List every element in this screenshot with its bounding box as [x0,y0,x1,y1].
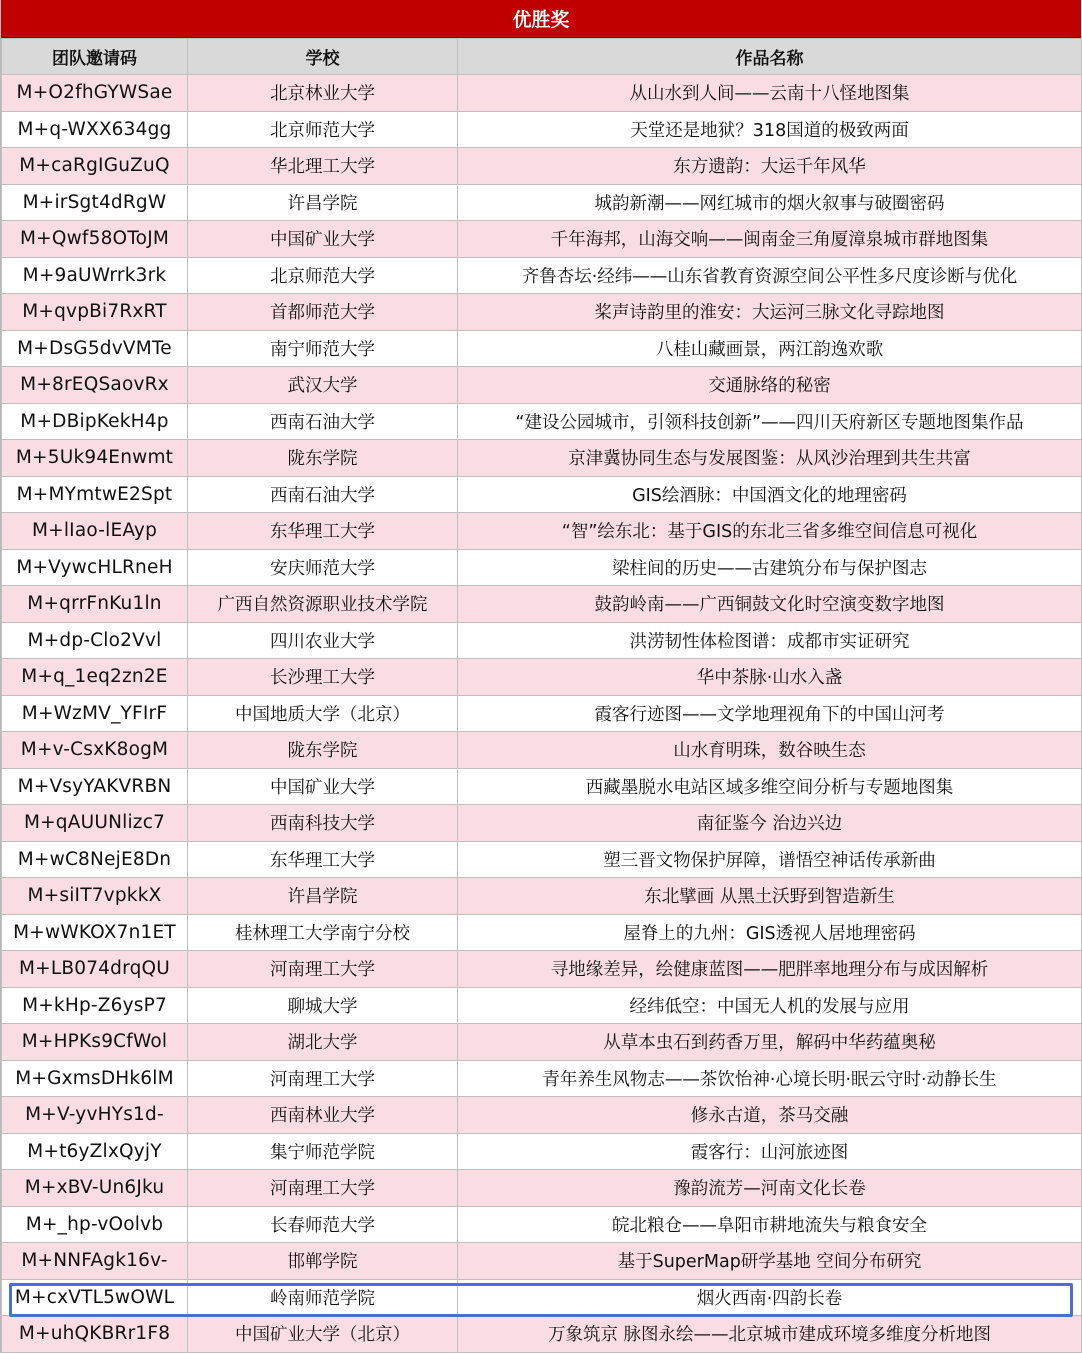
team-code-cell[interactable]: M+kHp-Z6ysP7 [2,987,188,1024]
school-cell[interactable]: 河南理工大学 [188,951,458,988]
header-team-code[interactable]: 团队邀请码 [2,39,188,75]
table-row [2,1206,1082,1243]
school-cell[interactable]: 西南科技大学 [188,805,458,842]
work-title-cell[interactable]: 千年海邦，山海交响——闽南金三角厦漳泉城市群地图集 [458,221,1082,258]
header-work-title[interactable]: 作品名称 [458,39,1082,75]
table-header [2,39,1082,75]
work-title-cell[interactable]: 寻地缘差异，绘健康蓝图——肥胖率地理分布与成因解析 [458,951,1082,988]
team-code-cell[interactable]: M+5Uk94Enwmt [2,440,188,477]
team-code-cell[interactable]: M+WzMV_YFIrF [2,695,188,732]
work-title-cell[interactable]: 基于SuperMap研学基地 空间分布研究 [458,1243,1082,1280]
school-cell[interactable]: 华北理工大学 [188,148,458,185]
school-cell[interactable]: 中国矿业大学 [188,768,458,805]
school-cell[interactable]: 北京师范大学 [188,257,458,294]
school-cell[interactable]: 河南理工大学 [188,1060,458,1097]
table-row [2,294,1082,331]
table-row [2,805,1082,842]
school-cell[interactable]: 桂林理工大学南宁分校 [188,914,458,951]
work-title-cell[interactable]: 华中茶脉·山水入盏 [458,659,1082,696]
table-row [2,1133,1082,1170]
team-code-cell[interactable]: M+8rEQSaovRx [2,367,188,404]
team-code-cell[interactable]: M+HPKs9CfWol [2,1024,188,1061]
work-title-cell[interactable]: 山水育明珠，数谷映生态 [458,732,1082,769]
school-cell[interactable]: 集宁师范学院 [188,1133,458,1170]
team-code-cell[interactable]: M+siIT7vpkkX [2,878,188,915]
work-title-cell[interactable]: 东北擘画 从黑土沃野到智造新生 [458,878,1082,915]
table-row [2,75,1082,112]
table-row [2,111,1082,148]
team-code-cell[interactable]: M+O2fhGYWSae [2,75,188,112]
school-cell[interactable]: 西南石油大学 [188,476,458,513]
team-code-cell[interactable]: M+wWKOX7n1ET [2,914,188,951]
team-code-cell[interactable]: M+wC8NejE8Dn [2,841,188,878]
work-title-cell[interactable]: 从草本虫石到药香万里，解码中华药蕴奥秘 [458,1024,1082,1061]
table-row [2,403,1082,440]
team-code-cell[interactable]: M+9aUWrrk3rk [2,257,188,294]
work-title-cell[interactable]: 洪涝韧性体检图谱：成都市实证研究 [458,622,1082,659]
work-title-cell[interactable]: 青年养生风物志——茶饮怡神·心境长明·眠云守时·动静长生 [458,1060,1082,1097]
team-code-cell[interactable]: M+caRgIGuZuQ [2,148,188,185]
table-row [2,914,1082,951]
work-title-cell[interactable]: 桨声诗韵里的淮安：大运河三脉文化寻踪地图 [458,294,1082,331]
header-row [2,39,1082,75]
school-cell[interactable]: 武汉大学 [188,367,458,404]
team-code-cell[interactable]: M+qvpBi7RxRT [2,294,188,331]
table-row [2,257,1082,294]
work-title-cell[interactable]: 万象筑京 脉图永绘——北京城市建成环境多维度分析地图 [458,1316,1082,1353]
team-code-cell[interactable]: M+t6yZlxQyjY [2,1133,188,1170]
team-code-cell[interactable]: M+LB074drqQU [2,951,188,988]
table-row [2,841,1082,878]
school-cell[interactable]: 首都师范大学 [188,294,458,331]
table-row [2,330,1082,367]
table-row [2,622,1082,659]
school-cell[interactable]: 岭南师范学院 [188,1279,458,1316]
school-cell[interactable]: 东华理工大学 [188,513,458,550]
work-title-cell[interactable]: 城韵新潮——网红城市的烟火叙事与破圈密码 [458,184,1082,221]
work-title-cell[interactable]: 鼓韵岭南——广西铜鼓文化时空演变数字地图 [458,586,1082,623]
work-title-cell[interactable]: 东方遗韵：大运千年风华 [458,148,1082,185]
table-row [2,1170,1082,1207]
table-row [2,695,1082,732]
school-cell[interactable]: 西南林业大学 [188,1097,458,1134]
work-title-cell[interactable]: 西藏墨脱水电站区域多维空间分析与专题地图集 [458,768,1082,805]
team-code-cell[interactable]: M+q_1eq2zn2E [2,659,188,696]
school-cell[interactable]: 陇东学院 [188,732,458,769]
table-row [2,659,1082,696]
school-cell[interactable]: 广西自然资源职业技术学院 [188,586,458,623]
team-code-cell[interactable]: M+_hp-vOolvb [2,1206,188,1243]
school-cell[interactable]: 许昌学院 [188,878,458,915]
work-title-cell[interactable]: 经纬低空：中国无人机的发展与应用 [458,987,1082,1024]
team-code-cell[interactable]: M+lIao-lEAyp [2,513,188,550]
school-cell[interactable]: 陇东学院 [188,440,458,477]
team-code-cell[interactable]: M+qAUUNlizc7 [2,805,188,842]
work-title-cell[interactable]: 京津冀协同生态与发展图鉴：从风沙治理到共生共富 [458,440,1082,477]
school-cell[interactable]: 安庆师范大学 [188,549,458,586]
team-code-cell[interactable]: M+xBV-Un6Jku [2,1170,188,1207]
table-row [2,221,1082,258]
table-row [2,513,1082,550]
sheet-title: 优胜奖 [1,0,1081,38]
table-row [2,987,1082,1024]
work-title-cell[interactable]: 皖北粮仓——阜阳市耕地流失与粮食安全 [458,1206,1082,1243]
header-school[interactable]: 学校 [188,39,458,75]
work-title-cell[interactable]: 齐鲁杏坛·经纬——山东省教育资源空间公平性多尺度诊断与优化 [458,257,1082,294]
work-title-cell[interactable]: 南征鉴今 治边兴边 [458,805,1082,842]
work-title-cell[interactable]: “智”绘东北：基于GIS的东北三省多维空间信息可视化 [458,513,1082,550]
school-cell[interactable]: 北京师范大学 [188,111,458,148]
work-title-cell[interactable]: 霞客行迹图——文学地理视角下的中国山河考 [458,695,1082,732]
team-code-cell[interactable]: M+dp-Clo2Vvl [2,622,188,659]
table-row [2,440,1082,477]
table-row [2,549,1082,586]
team-code-cell[interactable]: M+uhQKBRr1F8 [2,1316,188,1353]
team-code-cell[interactable]: M+DBipKekH4p [2,403,188,440]
work-title-cell[interactable]: 塑三晋文物保护屏障，谱悟空神话传承新曲 [458,841,1082,878]
table-body [2,75,1082,1353]
table-row [2,768,1082,805]
work-title-cell[interactable]: 屋脊上的九州：GIS透视人居地理密码 [458,914,1082,951]
school-cell[interactable]: 长沙理工大学 [188,659,458,696]
school-cell[interactable]: 东华理工大学 [188,841,458,878]
team-code-cell[interactable]: M+v-CsxK8ogM [2,732,188,769]
school-cell[interactable]: 长春师范大学 [188,1206,458,1243]
table-row [2,586,1082,623]
table-row [2,184,1082,221]
work-title-cell[interactable]: 天堂还是地狱？318国道的极致两面 [458,111,1082,148]
work-title-cell[interactable]: “建设公园城市，引领科技创新”——四川天府新区专题地图集作品 [458,403,1082,440]
school-cell[interactable]: 西南石油大学 [188,403,458,440]
work-title-cell[interactable]: GIS绘酒脉：中国酒文化的地理密码 [458,476,1082,513]
team-code-cell[interactable]: M+GxmsDHk6lM [2,1060,188,1097]
work-title-cell[interactable]: 交通脉络的秘密 [458,367,1082,404]
work-title-cell[interactable]: 从山水到人间——云南十八怪地图集 [458,75,1082,112]
team-code-cell[interactable]: M+q-WXX634gg [2,111,188,148]
work-title-cell[interactable]: 豫韵流芳—河南文化长卷 [458,1170,1082,1207]
team-code-cell[interactable]: M+VsyYAKVRBN [2,768,188,805]
team-code-cell[interactable]: M+DsG5dvVMTe [2,330,188,367]
school-cell[interactable]: 河南理工大学 [188,1170,458,1207]
table-row [2,1097,1082,1134]
work-title-cell[interactable]: 修永古道，茶马交融 [458,1097,1082,1134]
team-code-cell[interactable]: M+Qwf58OToJM [2,221,188,258]
team-code-cell[interactable]: M+V-yvHYs1d- [2,1097,188,1134]
table-row [2,878,1082,915]
team-code-cell[interactable]: M+qrrFnKu1ln [2,586,188,623]
table-row [2,1024,1082,1061]
team-code-cell[interactable]: M+irSgt4dRgW [2,184,188,221]
award-table [1,38,1082,1353]
school-cell[interactable]: 南宁师范大学 [188,330,458,367]
work-title-cell[interactable]: 梁柱间的历史——古建筑分布与保护图志 [458,549,1082,586]
table-row [2,367,1082,404]
team-code-cell[interactable]: M+NNFAgk16v- [2,1243,188,1280]
work-title-cell[interactable]: 八桂山藏画景，两江韵逸欢歌 [458,330,1082,367]
school-cell[interactable]: 湖北大学 [188,1024,458,1061]
school-cell[interactable]: 中国地质大学（北京） [188,695,458,732]
school-cell[interactable]: 中国矿业大学 [188,221,458,258]
work-title-cell[interactable]: 霞客行：山河旅迹图 [458,1133,1082,1170]
school-cell[interactable]: 聊城大学 [188,987,458,1024]
team-code-cell[interactable]: M+cxVTL5wOWL [2,1279,188,1316]
table-row [2,1316,1082,1353]
table-row [2,1060,1082,1097]
school-cell[interactable]: 邯郸学院 [188,1243,458,1280]
team-code-cell[interactable]: M+MYmtwE2Spt [2,476,188,513]
work-title-cell[interactable]: 烟火西南·四韵长卷 [458,1279,1082,1316]
school-cell[interactable]: 许昌学院 [188,184,458,221]
table-row [2,732,1082,769]
school-cell[interactable]: 中国矿业大学（北京） [188,1316,458,1353]
table-row [2,476,1082,513]
table-row [2,148,1082,185]
table-row [2,1243,1082,1280]
table-row [2,951,1082,988]
table-row [2,1279,1082,1316]
school-cell[interactable]: 四川农业大学 [188,622,458,659]
team-code-cell[interactable]: M+VywcHLRneH [2,549,188,586]
school-cell[interactable]: 北京林业大学 [188,75,458,112]
